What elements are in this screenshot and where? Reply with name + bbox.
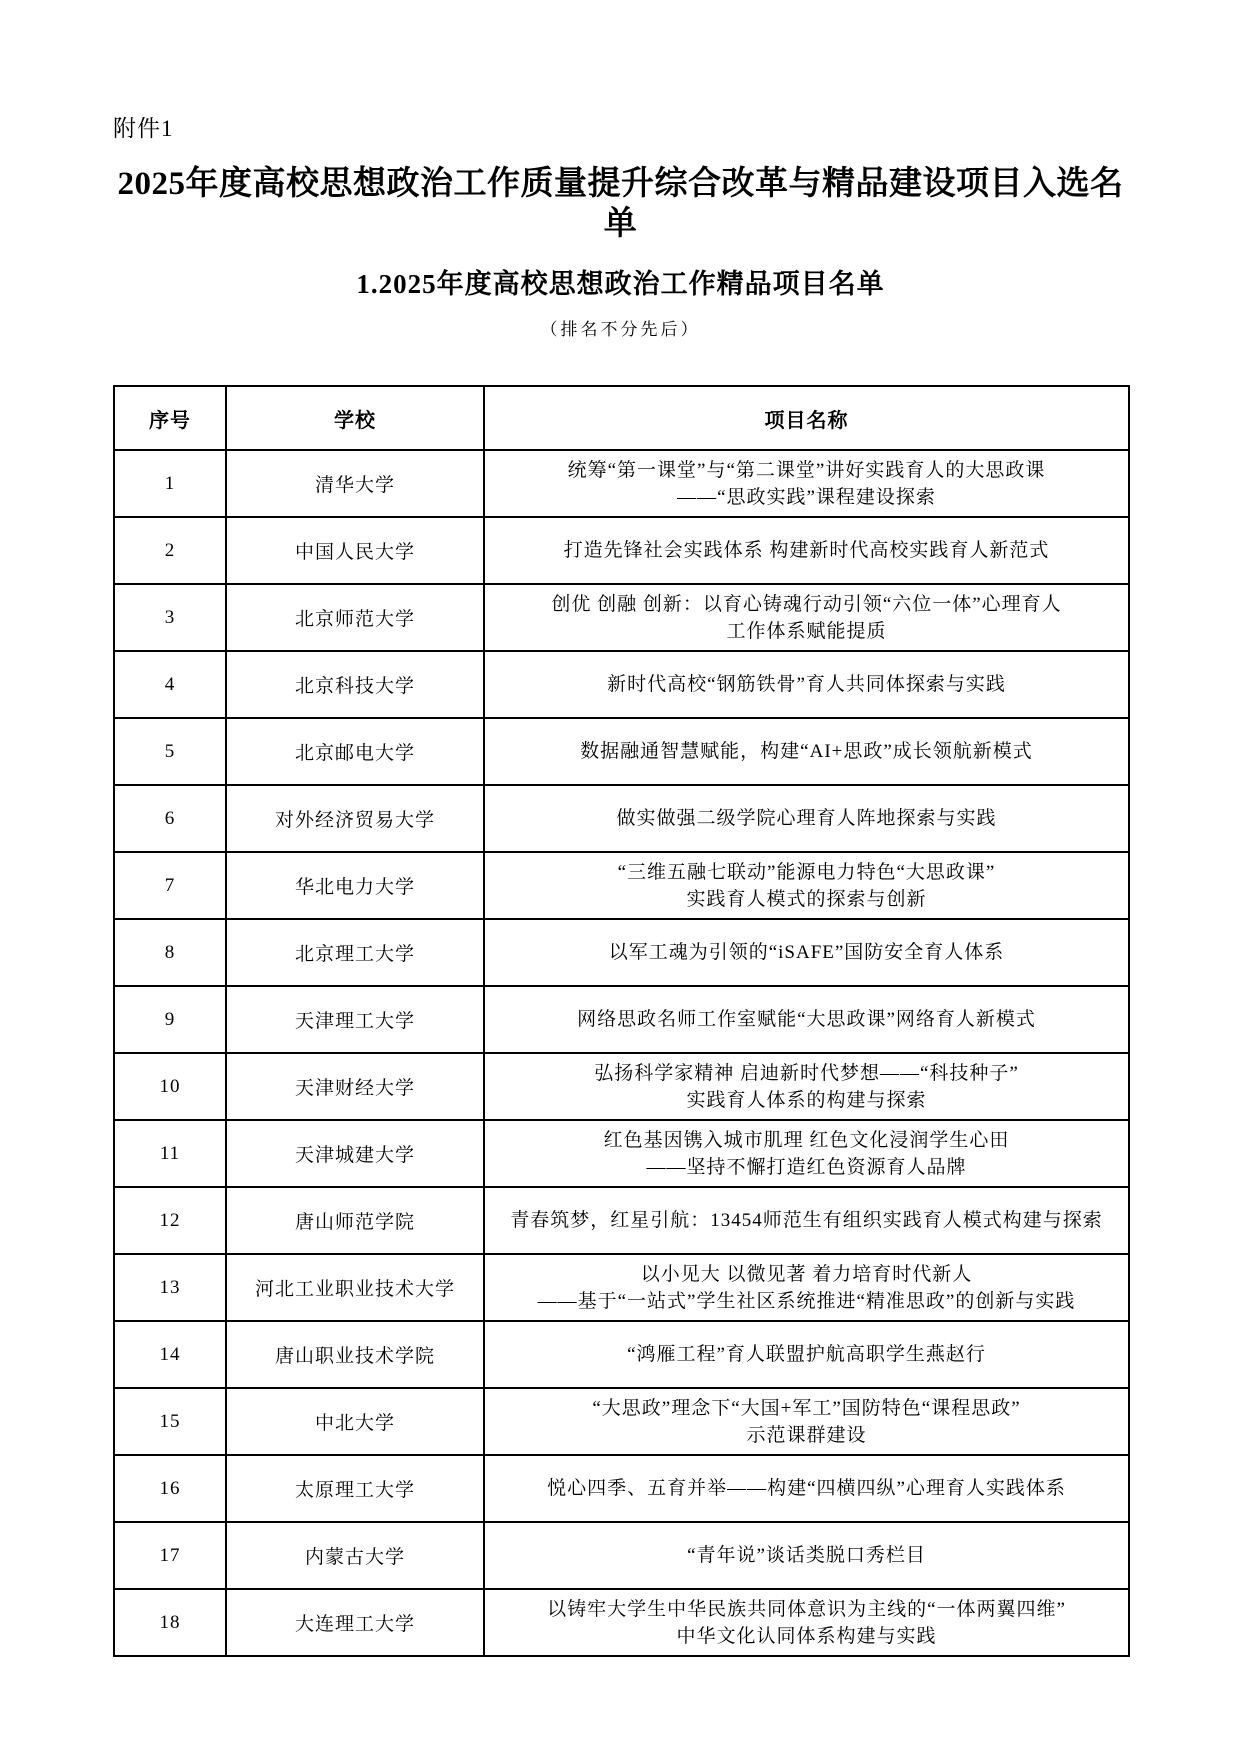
cell-serial-number: 4 [114,651,226,718]
cell-school-name: 北京科技大学 [226,651,484,718]
cell-project-name [484,450,1129,517]
project-name-line: 悦心四季、五育并举——构建“四横四纵”心理育人实践体系 [547,1478,1066,1499]
project-name-line: 以铸牢大学生中华民族共同体意识为主线的“一体两翼四维” [547,1598,1066,1620]
cell-serial-number: 10 [114,1053,226,1120]
section-title: 1.2025年度高校思想政治工作精品项目名单 [356,269,885,299]
cell-serial-number: 6 [114,785,226,852]
cell-serial-number: 5 [114,718,226,785]
project-name-line: “鸿雁工程”育人联盟护航高职学生燕赵行 [627,1344,986,1365]
cell-school-name: 北京邮电大学 [226,718,484,785]
project-name-line: ——“思政实践”课程建设探索 [677,486,936,508]
document-title: 2025年度高校思想政治工作质量提升综合改革与精品建设项目入选名单 [117,166,1124,242]
cell-project-name [484,1455,1129,1522]
table-header-row [114,386,1129,450]
cell-project-name [484,1589,1129,1656]
table-row [114,1455,1129,1522]
cell-project-name [484,919,1129,986]
cell-school-name: 清华大学 [226,450,484,517]
table-row [114,1120,1129,1187]
table-row [114,1187,1129,1254]
table-row [114,517,1129,584]
table-row [114,1254,1129,1321]
table-row [114,718,1129,785]
table-body [114,450,1129,1656]
project-name-line: 红色基因镌入城市肌理 红色文化浸润学生心田 [603,1129,1010,1151]
cell-school-name: 河北工业职业技术大学 [226,1254,484,1321]
project-name-line: ——坚持不懈打造红色资源育人品牌 [646,1156,967,1178]
table-row [114,852,1129,919]
cell-project-name [484,852,1129,919]
table-row [114,1053,1129,1120]
table-row [114,986,1129,1053]
table-row [114,785,1129,852]
cell-school-name: 北京理工大学 [226,919,484,986]
table-row [114,1388,1129,1455]
cell-project-name [484,1053,1129,1120]
cell-school-name: 大连理工大学 [226,1589,484,1656]
header-school: 学校 [226,386,484,450]
cell-school-name: 天津城建大学 [226,1120,484,1187]
cell-project-name [484,785,1129,852]
cell-school-name: 天津财经大学 [226,1053,484,1120]
cell-school-name: 华北电力大学 [226,852,484,919]
table-row [114,1321,1129,1388]
cell-serial-number: 2 [114,517,226,584]
cell-school-name: 唐山职业技术学院 [226,1321,484,1388]
cell-project-name [484,1120,1129,1187]
project-name-line: 以小见大 以微见著 着力培育时代新人 [640,1263,973,1285]
project-name-line: 中华文化认同体系构建与实践 [676,1625,937,1647]
cell-project-name [484,718,1129,785]
table-row [114,1589,1129,1656]
cell-serial-number: 12 [114,1187,226,1254]
project-name-line: 做实做强二级学院心理育人阵地探索与实践 [616,808,997,829]
cell-serial-number: 16 [114,1455,226,1522]
cell-project-name [484,651,1129,718]
cell-school-name: 内蒙古大学 [226,1522,484,1589]
table-row [114,919,1129,986]
cell-school-name: 中北大学 [226,1388,484,1455]
header-no: 序号 [114,386,226,450]
table-row [114,1522,1129,1589]
cell-project-name [484,1321,1129,1388]
project-name-line: 打造先锋社会实践体系 构建新时代高校实践育人新范式 [563,540,1050,561]
ranking-note: （排名不分先后） [540,320,701,339]
table-row [114,584,1129,651]
table-row [114,450,1129,517]
cell-serial-number: 17 [114,1522,226,1589]
project-name-line: ——基于“一站式”学生社区系统推进“精准思政”的创新与实践 [537,1290,1076,1312]
cell-project-name [484,1522,1129,1589]
cell-school-name: 对外经济贸易大学 [226,785,484,852]
document-content [113,0,1128,1657]
project-name-line: 实践育人模式的探索与创新 [686,888,927,910]
cell-school-name: 天津理工大学 [226,986,484,1053]
cell-school-name: 北京师范大学 [226,584,484,651]
cell-serial-number: 1 [114,450,226,517]
cell-serial-number: 18 [114,1589,226,1656]
table-row [114,651,1129,718]
cell-project-name [484,1388,1129,1455]
cell-serial-number: 15 [114,1388,226,1455]
cell-serial-number: 9 [114,986,226,1053]
project-name-line: 新时代高校“钢筋铁骨”育人共同体探索与实践 [607,674,1006,695]
project-name-line: 统筹“第一课堂”与“第二课堂”讲好实践育人的大思政课 [567,459,1046,481]
cell-project-name [484,1254,1129,1321]
project-name-line: “大思政”理念下“大国+军工”国防特色“课程思政” [592,1397,1021,1419]
project-name-line: 青春筑梦，红星引航：13454师范生有组织实践育人模式构建与探索 [510,1210,1103,1231]
header-project: 项目名称 [484,386,1129,450]
attachment-label: 附件1 [113,116,174,141]
cell-project-name [484,986,1129,1053]
project-table [113,385,1130,1657]
cell-serial-number: 7 [114,852,226,919]
cell-serial-number: 8 [114,919,226,986]
project-name-line: 数据融通智慧赋能，构建“AI+思政”成长领航新模式 [580,741,1033,762]
project-name-line: 示范课群建设 [746,1424,867,1446]
cell-school-name: 太原理工大学 [226,1455,484,1522]
project-name-line: “青年说”谈话类脱口秀栏目 [687,1545,926,1566]
cell-serial-number: 13 [114,1254,226,1321]
cell-serial-number: 11 [114,1120,226,1187]
project-name-line: “三维五融七联动”能源电力特色“大思政课” [617,861,996,883]
project-name-line: 工作体系赋能提质 [726,620,887,642]
cell-serial-number: 14 [114,1321,226,1388]
cell-school-name: 中国人民大学 [226,517,484,584]
cell-project-name [484,517,1129,584]
cell-project-name [484,584,1129,651]
project-name-line: 网络思政名师工作室赋能“大思政课”网络育人新模式 [577,1009,1036,1030]
cell-school-name: 唐山师范学院 [226,1187,484,1254]
cell-project-name [484,1187,1129,1254]
project-name-line: 弘扬科学家精神 启迪新时代梦想——“科技种子” [594,1062,1019,1084]
project-name-line: 以军工魂为引领的“iSAFE”国防安全育人体系 [608,942,1005,963]
project-name-line: 实践育人体系的构建与探索 [686,1089,927,1111]
cell-serial-number: 3 [114,584,226,651]
project-name-line: 创优 创融 创新：以育心铸魂行动引领“六位一体”心理育人 [551,593,1062,615]
